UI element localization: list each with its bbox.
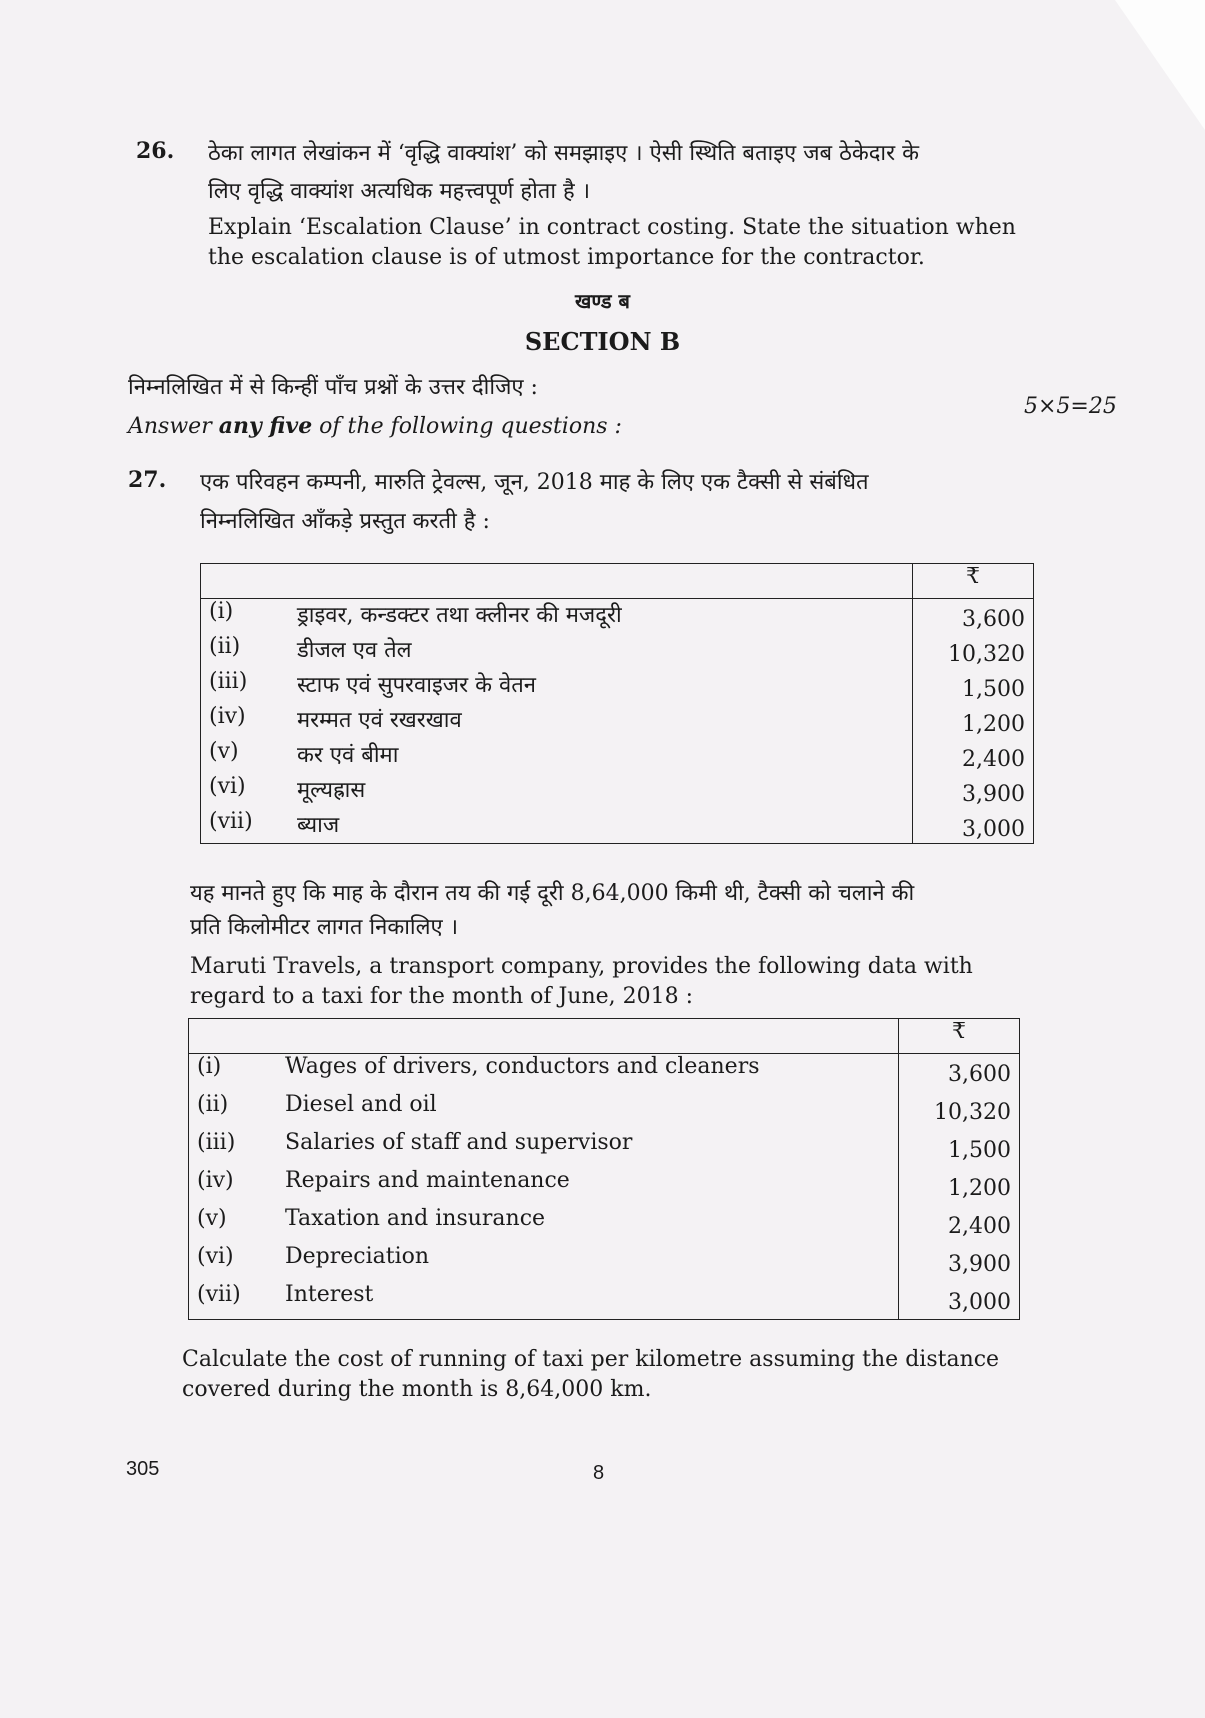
q27-number: 27. (128, 467, 167, 493)
section-hindi-title: खण्ड ब (575, 289, 630, 313)
english-row-amount: 2,400 (899, 1206, 1020, 1244)
english-row (189, 1054, 1020, 1092)
q26-english-line1: Explain ‘Escalation Clause’ in contract costing. State the situation when (208, 215, 1016, 240)
english-row-amount: 1,200 (899, 1168, 1020, 1206)
hindi-row (201, 809, 1034, 844)
hindi-cost-table (200, 563, 1034, 844)
hindi-row-label: स्टाफ एवं सुपरवाइजर के वेतन (297, 672, 536, 698)
hindi-row-index: (i) (209, 599, 234, 624)
hindi-row-amount: 3,900 (913, 774, 1034, 809)
q27-hindi-intro-line2: निम्नलिखित आँकड़े प्रस्तुत करती है : (200, 509, 490, 534)
instruction-post: of the following questions : (312, 414, 622, 439)
hindi-row (201, 774, 1034, 809)
hindi-row-label: ब्याज (297, 812, 340, 838)
hindi-row (201, 739, 1034, 774)
english-row (189, 1168, 1020, 1206)
hindi-row-index: (iv) (209, 703, 246, 729)
english-row-amount: 3,600 (899, 1054, 1020, 1092)
section-marks: 5×5=25 (1024, 394, 1117, 419)
hindi-row-amount: 10,320 (913, 634, 1034, 669)
page-number: 8 (593, 1462, 605, 1484)
q26-hindi-line1: ठेका लागत लेखांकन में ‘वृद्धि वाक्यांश’ को समझाइए । ऐसी स्थिति बताइए जब ठेकेदार के (208, 141, 920, 166)
english-row-label: Wages of drivers, conductors and cleaners (285, 1054, 760, 1079)
english-row-label: Taxation and insurance (285, 1205, 546, 1231)
english-row-amount: 10,320 (899, 1092, 1020, 1130)
english-row-index: (vii) (197, 1281, 241, 1307)
english-row (189, 1282, 1020, 1320)
english-row-index: (v) (197, 1205, 227, 1231)
english-cost-table (188, 1018, 1020, 1320)
hindi-row-amount: 2,400 (913, 739, 1034, 774)
q27-english-question-line1: Calculate the cost of running of taxi per kilometre assuming the distance (182, 1347, 1000, 1372)
hindi-row-index: (ii) (209, 633, 241, 659)
english-row-index: (iii) (197, 1129, 236, 1155)
english-row-label: Diesel and oil (285, 1091, 437, 1117)
hindi-row-label: कर एवं बीमा (297, 742, 399, 768)
hindi-row-index: (vii) (209, 808, 253, 834)
hindi-row-amount: 3,600 (913, 599, 1034, 634)
english-row-index: (iv) (197, 1167, 234, 1193)
english-row-index: (i) (197, 1054, 222, 1079)
hindi-row-amount: 1,500 (913, 669, 1034, 704)
hindi-row-label: डीजल एव तेल (297, 637, 412, 663)
hindi-row (201, 669, 1034, 704)
instruction-bold: any five (218, 413, 313, 439)
hindi-row-label: मरम्मत एवं रखरखाव (297, 707, 462, 733)
q27-hindi-question-line1: यह मानते हुए कि माह के दौरान तय की गई दूरी 8,64,000 किमी थी, टैक्सी को चलाने की (190, 881, 915, 906)
english-row-label: Interest (285, 1281, 374, 1307)
english-row (189, 1092, 1020, 1130)
q27-hindi-question-line2: प्रति किलोमीटर लागत निकालिए । (190, 915, 459, 940)
q27-english-question-line2: covered during the month is 8,64,000 km. (182, 1377, 652, 1402)
q26-hindi-line2: लिए वृद्धि वाक्यांश अत्यधिक महत्त्वपूर्ण होता है । (208, 179, 591, 204)
hindi-row-label: मूल्यह्रास (297, 777, 366, 803)
hindi-row-amount: 1,200 (913, 704, 1034, 739)
q27-english-intro-line1: Maruti Travels, a transport company, provides the following data with (190, 954, 973, 979)
english-row-label: Salaries of staff and supervisor (285, 1129, 633, 1155)
paper-code: 305 (126, 1458, 160, 1480)
section-hindi-instruction: निम्नलिखित में से किन्हीं पाँच प्रश्नों के उत्तर दीजिए : (128, 375, 538, 400)
hindi-row-amount: 3,000 (913, 809, 1034, 844)
hindi-row (201, 704, 1034, 739)
section-english-instruction (128, 412, 622, 441)
english-row-index: (ii) (197, 1091, 229, 1117)
english-row-amount: 3,900 (899, 1244, 1020, 1282)
q26-number: 26. (136, 138, 175, 164)
hindi-row-index: (iii) (209, 668, 248, 694)
english-row-amount: 1,500 (899, 1130, 1020, 1168)
english-row-label: Repairs and maintenance (285, 1167, 570, 1193)
q27-english-intro-line2: regard to a taxi for the month of June, 2018 : (190, 984, 694, 1009)
english-row (189, 1206, 1020, 1244)
english-row-index: (vi) (197, 1243, 234, 1269)
english-currency-header: ₹ (899, 1019, 1020, 1054)
english-row-amount: 3,000 (899, 1282, 1020, 1320)
english-row-label: Depreciation (285, 1243, 430, 1269)
english-row (189, 1130, 1020, 1168)
hindi-row-label: ड्राइवर, कन्डक्टर तथा क्लीनर की मजदूरी (297, 603, 622, 628)
instruction-pre: Answer (128, 414, 219, 439)
hindi-currency-header: ₹ (913, 564, 1034, 599)
page-corner (1115, 0, 1205, 130)
hindi-row-index: (vi) (209, 773, 246, 799)
q26-english-line2: the escalation clause is of utmost importance for the contractor. (208, 245, 925, 270)
hindi-row-index: (v) (209, 738, 239, 764)
english-row (189, 1244, 1020, 1282)
q27-hindi-intro-line1: एक परिवहन कम्पनी, मारुति ट्रेवल्स, जून, 2018 माह के लिए एक टैक्सी से संबंधित (200, 470, 869, 495)
section-english-title: SECTION B (524, 327, 681, 356)
hindi-row (201, 634, 1034, 669)
hindi-row (201, 599, 1034, 634)
